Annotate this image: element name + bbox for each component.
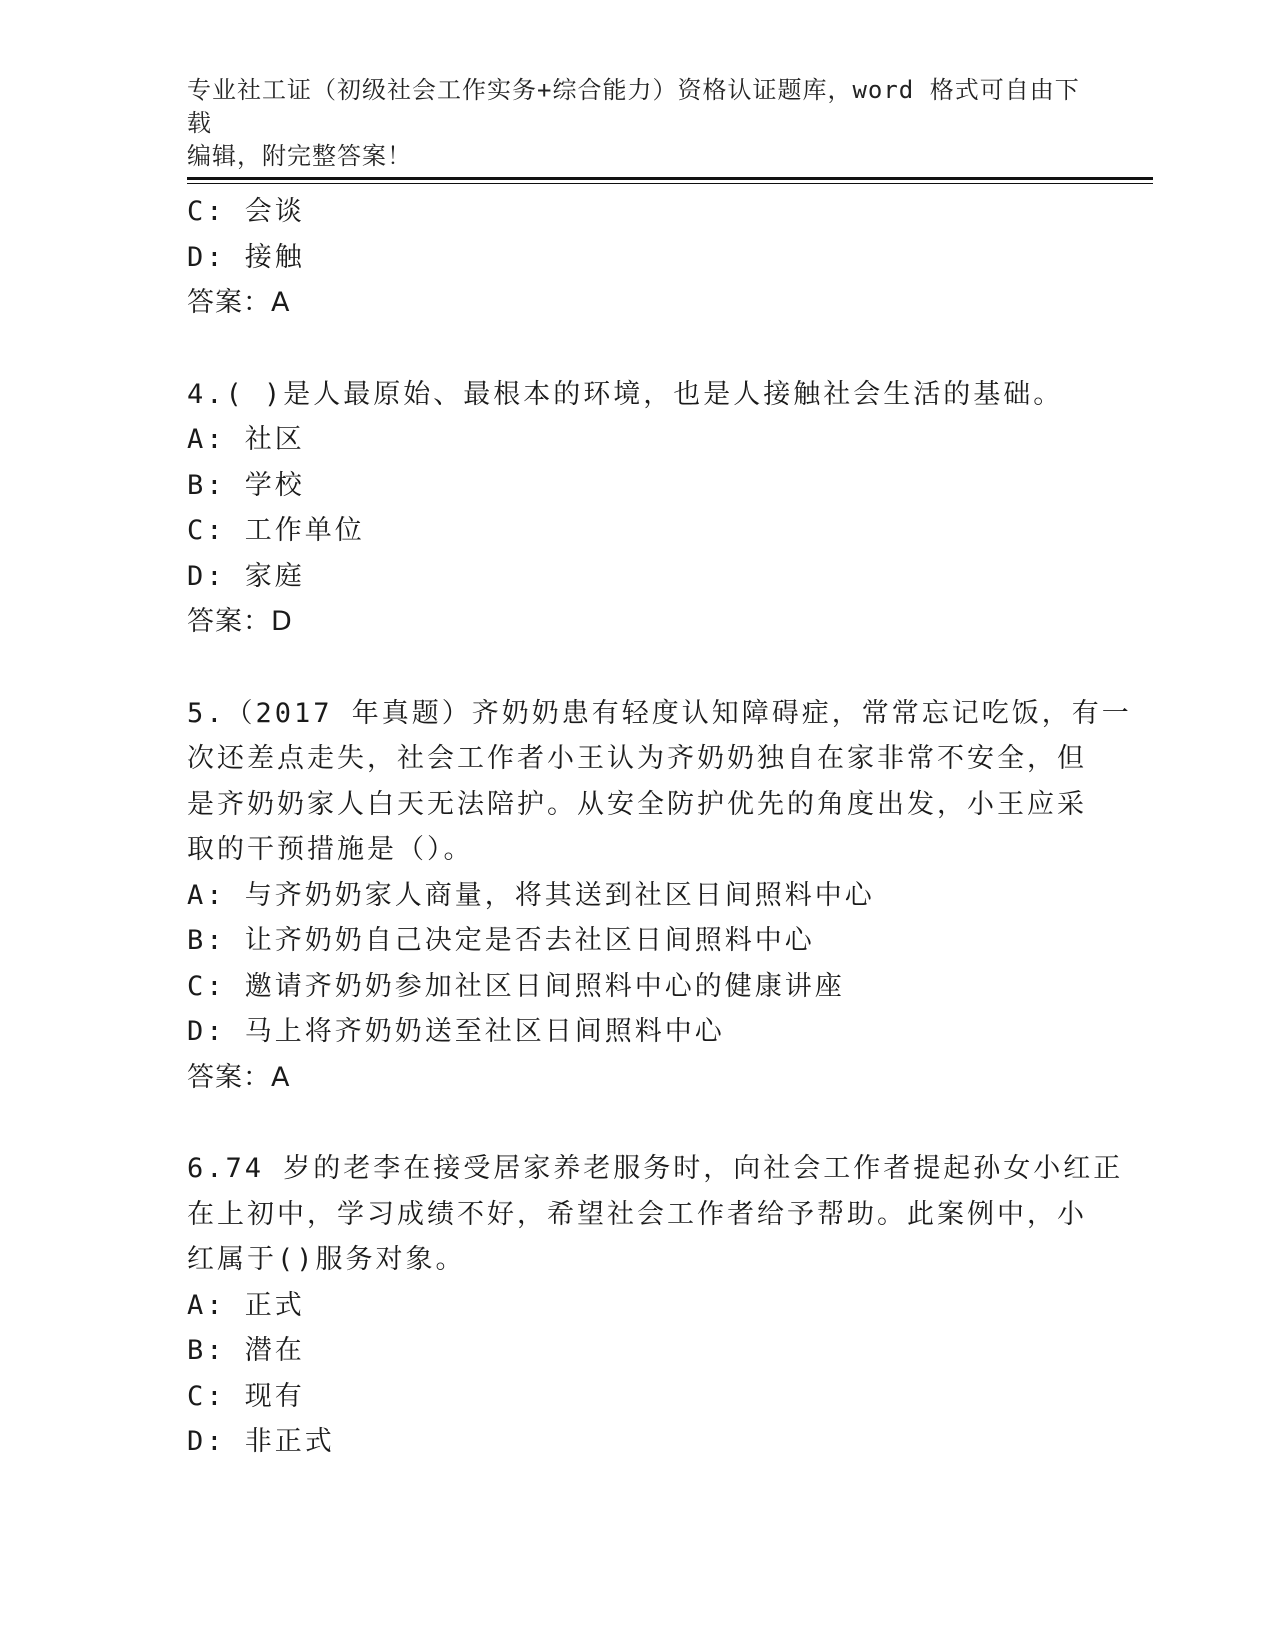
header-rule-thick: [187, 177, 1153, 180]
q5-option-c: C: 邀请齐奶奶参加社区日间照料中心的健康讲座: [187, 970, 845, 1002]
spacer: [187, 1100, 1087, 1146]
header-line-2: 编辑，附完整答案！: [187, 142, 412, 170]
q6-stem: [187, 1146, 1124, 1283]
header-rule-thin: [187, 183, 1153, 184]
q4-option-b: B: 学校: [187, 469, 305, 501]
q6-option-d: D: 非正式: [187, 1426, 335, 1457]
spacer: [187, 326, 1087, 372]
q5-stem-line: 取的干预措施是（）。: [187, 834, 474, 865]
q5-stem: [187, 691, 1132, 873]
q4-option-a: A: 社区: [187, 424, 305, 455]
header-line-1: 专业社工证（初级社会工作实务+综合能力）资格认证题库，word 格式可自由下载: [187, 76, 1080, 137]
q5-option-a: A: 与齐奶奶家人商量，将其送到社区日间照料中心: [187, 879, 875, 911]
q3-option-c: C: 会谈: [187, 196, 305, 227]
q5-answer: 答案：A: [187, 1061, 291, 1093]
page-header: [187, 74, 1087, 173]
q6-stem-line: 红属于()服务对象。: [187, 1244, 466, 1275]
q4-answer: 答案：D: [187, 606, 293, 637]
q6-option-a: A: 正式: [187, 1289, 305, 1321]
q6-stem-line: 在上初中，学习成绩不好，希望社会工作者给予帮助。此案例中，小: [187, 1198, 1087, 1230]
q5-stem-line: 5.（2017 年真题）齐奶奶患有轻度认知障碍症，常常忘记吃饭，有一: [187, 697, 1132, 729]
q6-stem-line: 6.74 岁的老李在接受居家养老服务时，向社会工作者提起孙女小红正: [187, 1153, 1124, 1184]
q6-option-b: B: 潜在: [187, 1335, 305, 1366]
q4-option-c: C: 工作单位: [187, 515, 365, 546]
q4-stem: 4.( )是人最原始、最根本的环境，也是人接触社会生活的基础。: [187, 378, 1064, 410]
spacer: [187, 645, 1087, 691]
question-5: [187, 691, 1132, 1101]
question-4: [187, 372, 1087, 645]
q5-stem-line: 次还差点走失，社会工作者小王认为齐奶奶独自在家非常不安全，但: [187, 743, 1087, 774]
q4-option-d: D: 家庭: [187, 560, 305, 592]
question-content: [187, 189, 1132, 1465]
question-3-tail: [187, 189, 1087, 326]
question-6: [187, 1146, 1124, 1465]
q3-answer: 答案：A: [187, 287, 291, 318]
q5-option-d: D: 马上将齐奶奶送至社区日间照料中心: [187, 1016, 725, 1047]
q6-option-c: C: 现有: [187, 1380, 305, 1412]
q3-option-d: D: 接触: [187, 241, 305, 273]
q5-option-b: B: 让齐奶奶自己决定是否去社区日间照料中心: [187, 925, 815, 956]
q5-stem-line: 是齐奶奶家人白天无法陪护。从安全防护优先的角度出发，小王应采: [187, 788, 1087, 820]
